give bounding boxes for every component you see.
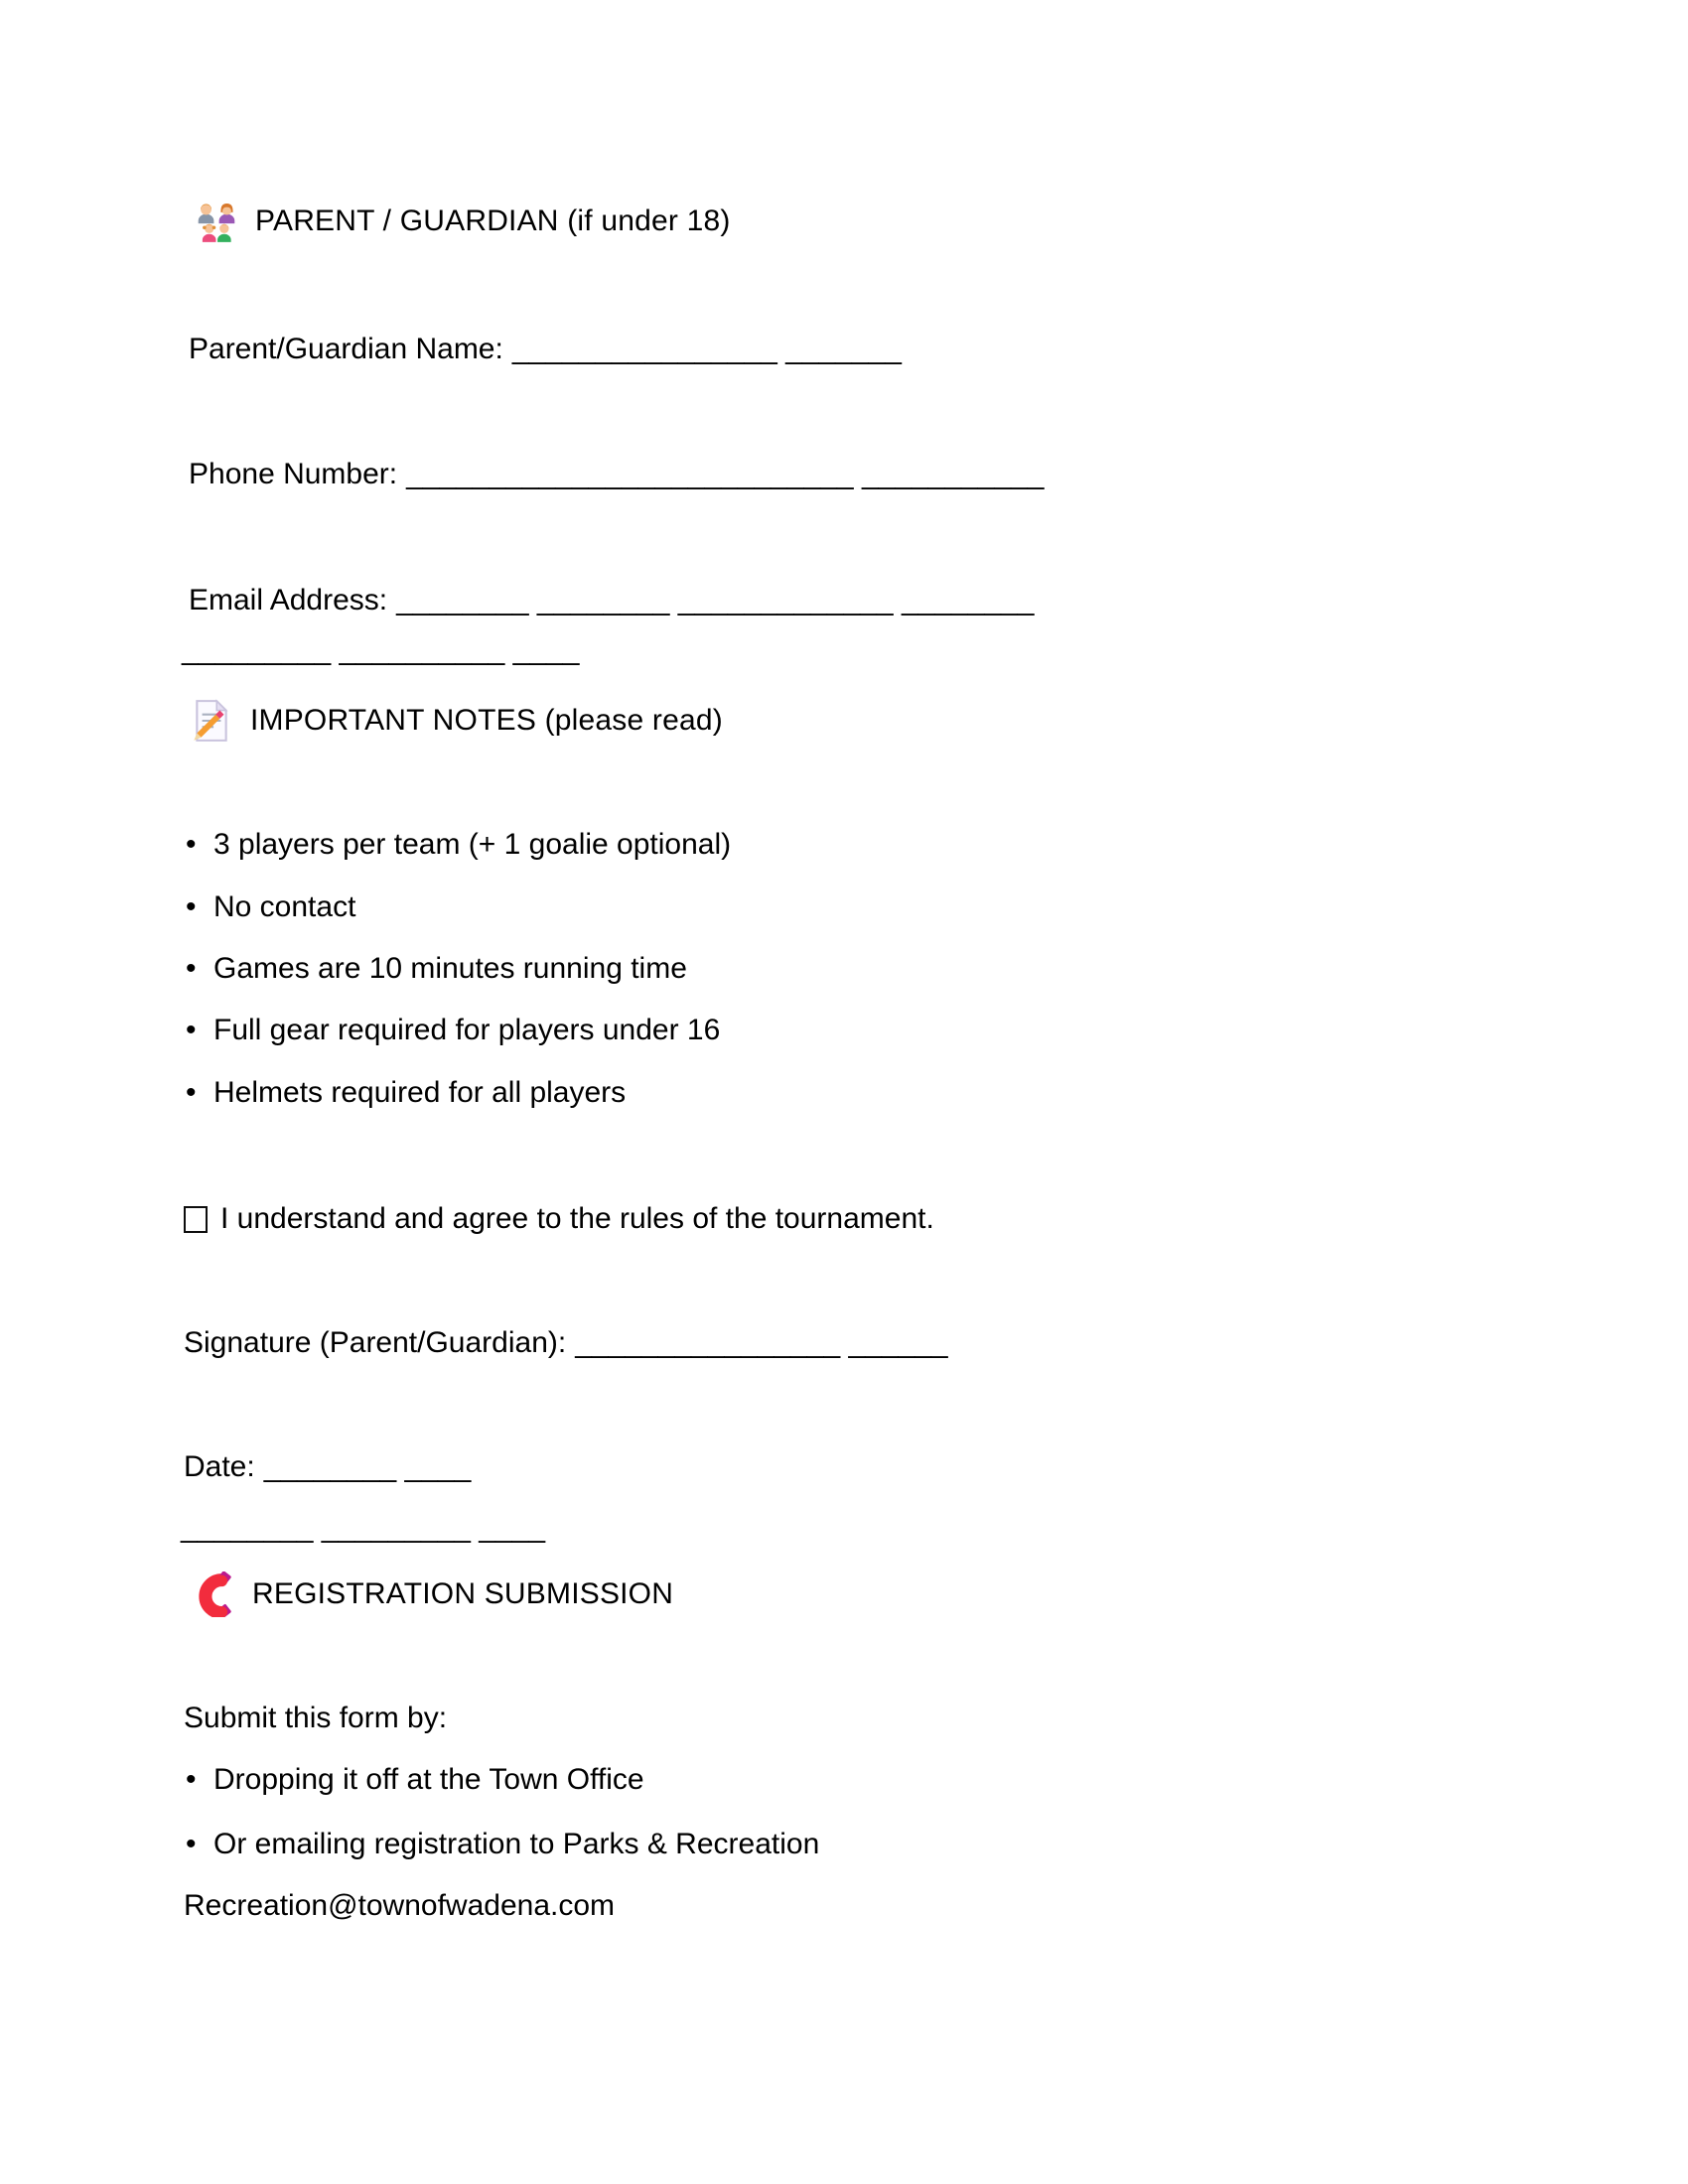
memo-icon xyxy=(189,698,234,744)
field-phone-number xyxy=(189,456,1044,493)
agreement-row xyxy=(184,1200,934,1238)
signature-fill-line[interactable]: ________________ ______ xyxy=(575,1326,948,1359)
signature-label: Signature (Parent/Guardian): xyxy=(184,1326,567,1359)
phone-number-fill-line[interactable]: ___________________________ ___________ xyxy=(406,458,1045,490)
parent-guardian-heading-text: PARENT / GUARDIAN (if under 18) xyxy=(255,205,731,237)
bullet-icon: • xyxy=(186,1014,197,1046)
submission-email-address: Recreation@townofwadena.com xyxy=(184,1889,616,1922)
field-date xyxy=(184,1448,471,1486)
closing-fill-line[interactable]: ________ _________ ____ xyxy=(181,1511,546,1544)
agreement-text: I understand and agree to the rules of the tournament. xyxy=(220,1202,934,1235)
parent-guardian-name-fill-line[interactable]: ________________ _______ xyxy=(511,333,902,365)
date-fill-line[interactable]: ________ ____ xyxy=(263,1450,472,1483)
phone-number-label: Phone Number: xyxy=(189,458,398,490)
bullet-icon: • xyxy=(186,828,197,861)
submission-item-email: • Or emailing registration to Parks & Recreation xyxy=(186,1826,819,1863)
bullet-icon: • xyxy=(186,952,197,985)
field-email-address xyxy=(189,582,1034,619)
parent-guardian-heading xyxy=(194,199,731,244)
phone-icon xyxy=(191,1571,236,1617)
important-notes-heading-text: IMPORTANT NOTES (please read) xyxy=(250,704,723,737)
email-address-fill-line[interactable]: ________ ________ _____________ ________ xyxy=(396,584,1035,616)
registration-submission-heading-text: REGISTRATION SUBMISSION xyxy=(252,1577,674,1610)
submission-item-dropoff: • Dropping it off at the Town Office xyxy=(186,1761,644,1799)
bullet-icon: • xyxy=(186,1828,197,1860)
field-parent-guardian-name xyxy=(189,331,902,368)
family-icon xyxy=(194,199,239,244)
bullet-icon: • xyxy=(186,890,197,923)
rule-item-game-length: • Games are 10 minutes running time xyxy=(186,950,687,988)
important-notes-heading xyxy=(189,698,723,744)
rule-item-no-contact: • No contact xyxy=(186,888,355,926)
email-address-label: Email Address: xyxy=(189,584,388,616)
rule-item-helmets: • Helmets required for all players xyxy=(186,1074,626,1112)
parent-guardian-name-label: Parent/Guardian Name: xyxy=(189,333,503,365)
submit-intro: Submit this form by: xyxy=(184,1702,448,1734)
rule-item-players: • 3 players per team (+ 1 goalie optional) xyxy=(186,826,731,864)
registration-submission-heading xyxy=(191,1571,673,1617)
field-signature xyxy=(184,1324,948,1362)
bullet-icon: • xyxy=(186,1076,197,1109)
rule-item-full-gear: • Full gear required for players under 16 xyxy=(186,1012,720,1049)
email-overflow-fill-line[interactable]: _________ __________ ____ xyxy=(182,633,580,666)
bullet-icon: • xyxy=(186,1763,197,1796)
date-label: Date: xyxy=(184,1450,255,1483)
agreement-checkbox[interactable] xyxy=(184,1206,208,1233)
